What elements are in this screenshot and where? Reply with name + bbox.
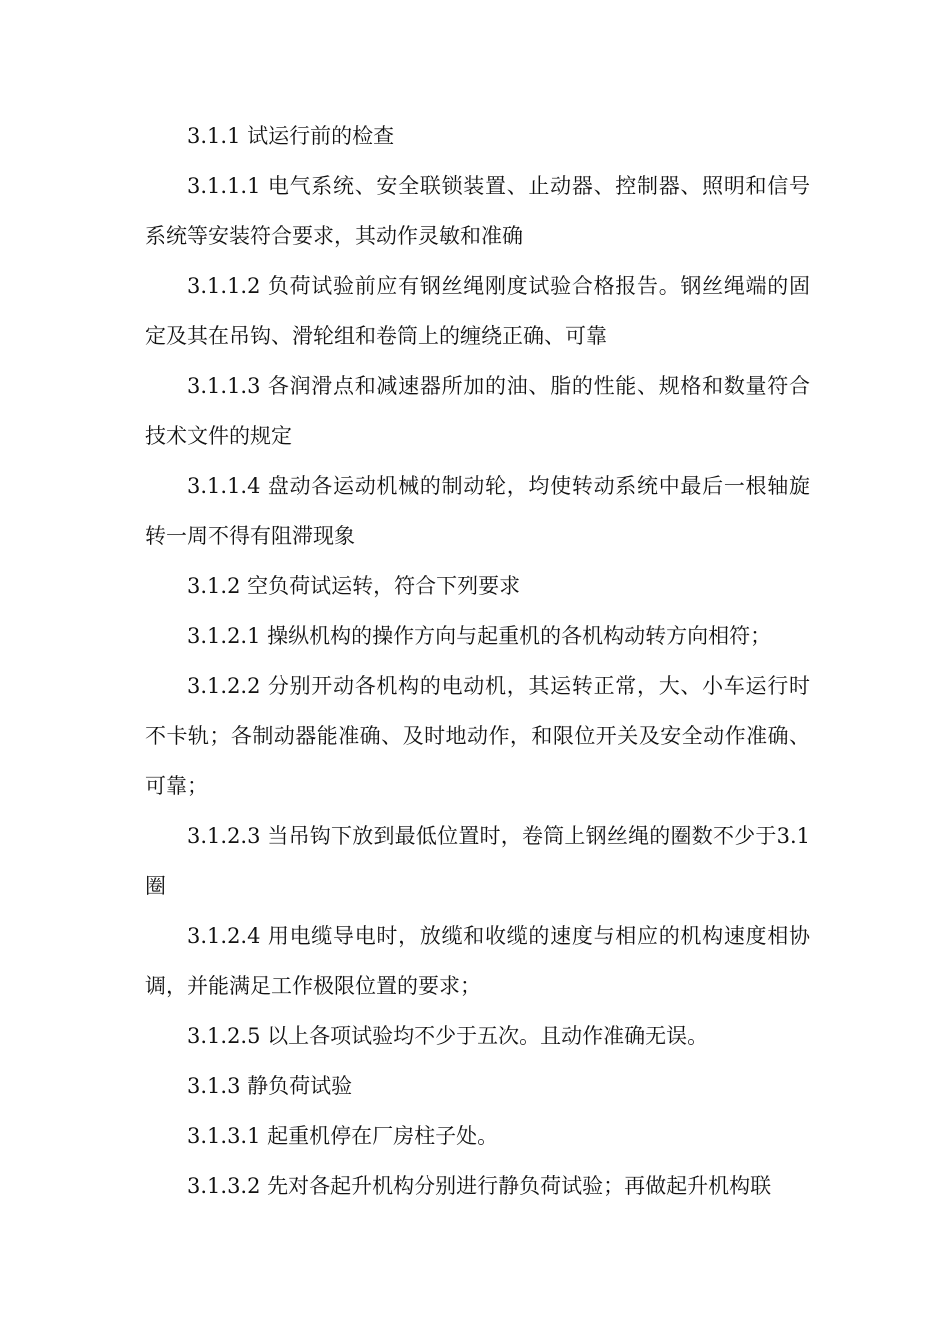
clause-3-1-1-1: 3.1.1.1 电气系统、安全联锁装置、止动器、控制器、照明和信号系统等安装符合要求，其动作灵敏和准确 — [145, 174, 810, 248]
section-heading-3-1-3: 3.1.3 静负荷试验 — [187, 1074, 353, 1098]
clause-3-1-2-3: 3.1.2.3 当吊钩下放到最低位置时，卷筒上钢丝绳的圈数不少于3.1圈 — [145, 824, 810, 898]
document-body — [145, 111, 810, 1211]
section-heading-3-1-2: 3.1.2 空负荷试运转，符合下列要求 — [187, 574, 521, 598]
clause-3-1-2-5: 3.1.2.5 以上各项试验均不少于五次。且动作准确无误。 — [187, 1024, 709, 1048]
clause-3-1-2-1: 3.1.2.1 操纵机构的操作方向与起重机的各机构动转方向相符； — [187, 624, 772, 648]
clause-3-1-1-4: 3.1.1.4 盘动各运动机械的制动轮，均使转动系统中最后一根轴旋转一周不得有阻滞现象 — [145, 474, 810, 548]
section-heading-3-1-1: 3.1.1 试运行前的检查 — [187, 124, 395, 148]
clause-3-1-1-2: 3.1.1.2 负荷试验前应有钢丝绳刚度试验合格报告。钢丝绳端的固定及其在吊钩、滑轮组和卷筒上的缠绕正确、可靠 — [145, 274, 810, 348]
clause-3-1-3-2: 3.1.3.2 先对各起升机构分别进行静负荷试验；再做起升机构联 — [187, 1174, 772, 1198]
clause-3-1-1-3: 3.1.1.3 各润滑点和减速器所加的油、脂的性能、规格和数量符合技术文件的规定 — [145, 374, 810, 448]
clause-3-1-3-1: 3.1.3.1 起重机停在厂房柱子处。 — [187, 1124, 499, 1148]
clause-3-1-2-2: 3.1.2.2 分别开动各机构的电动机，其运转正常，大、小车运行时不卡轨；各制动器能准确、及时地动作，和限位开关及安全动作准确、可靠； — [145, 674, 810, 798]
clause-3-1-2-4: 3.1.2.4 用电缆导电时，放缆和收缆的速度与相应的机构速度相协调，并能满足工作极限位置的要求； — [145, 924, 810, 998]
